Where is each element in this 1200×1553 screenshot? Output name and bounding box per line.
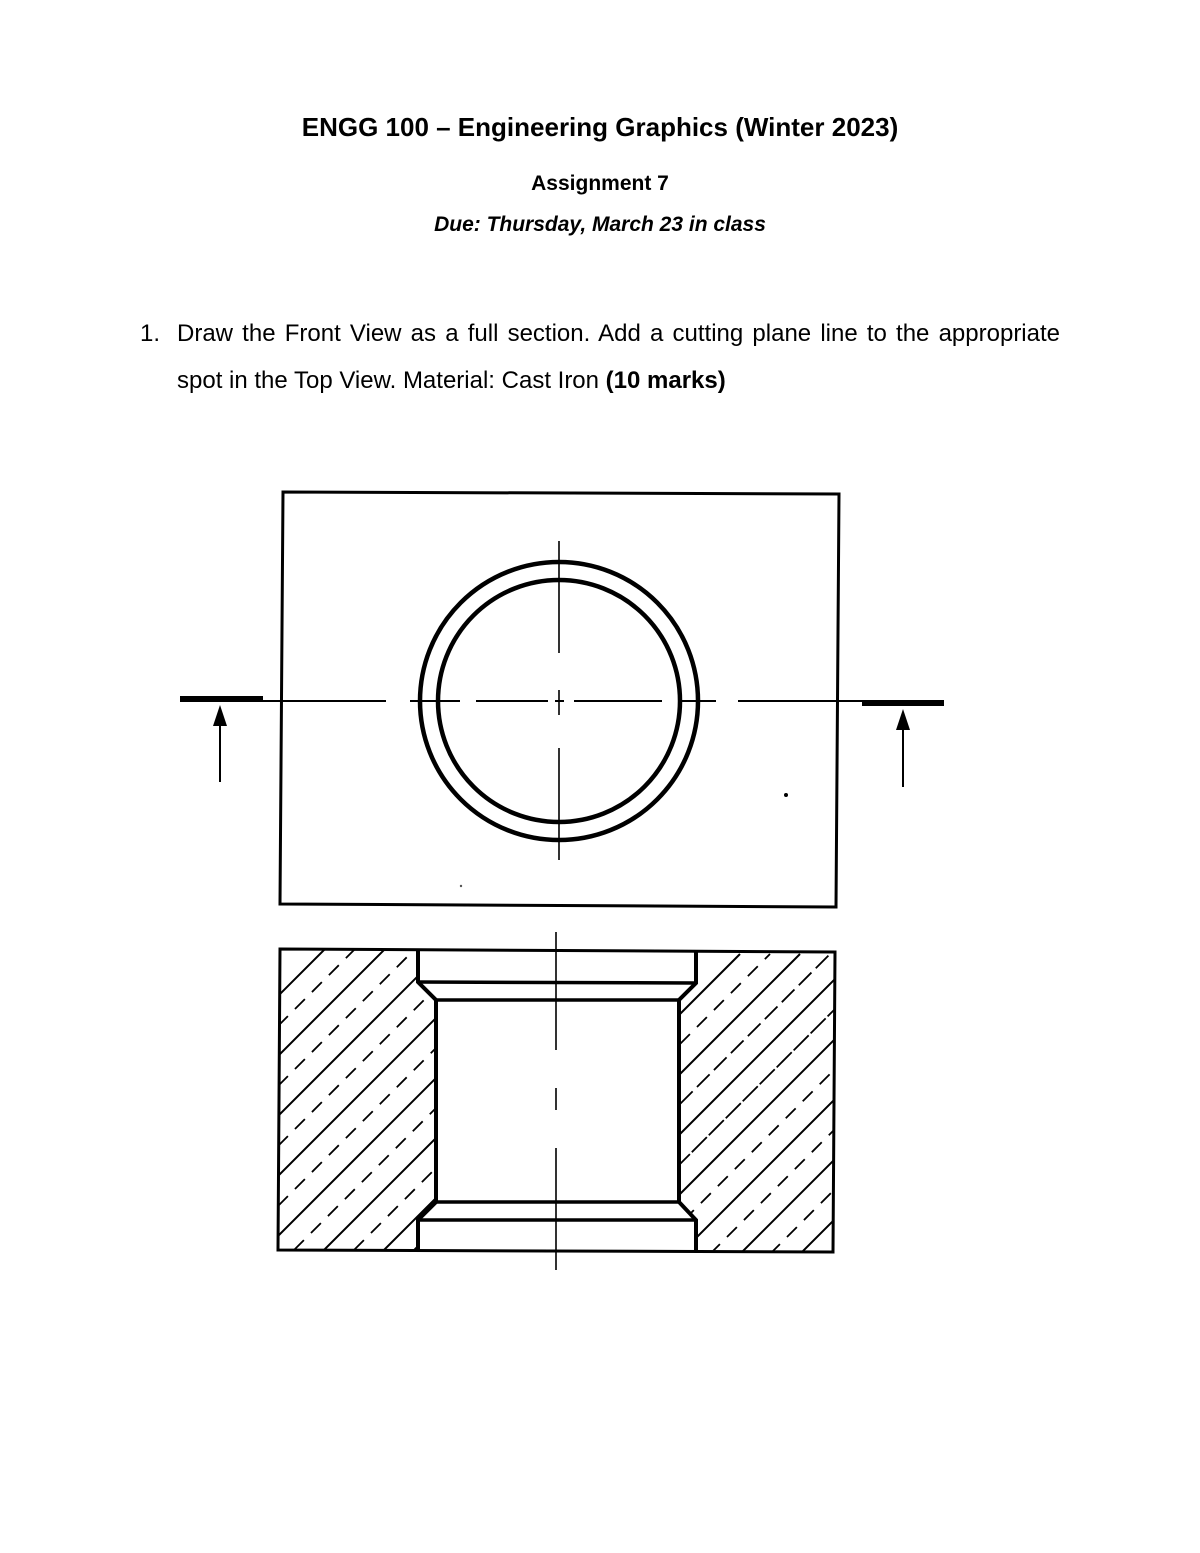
question-marks: (10 marks) bbox=[605, 367, 726, 394]
bore-right-profile bbox=[679, 950, 696, 1250]
due-date: Due: Thursday, March 23 in class bbox=[434, 213, 766, 236]
front-view bbox=[278, 932, 1100, 1270]
question-text: Draw the Front View as a full section. Add a cutting plane line to the appropriate spot in the Top View. Material: Cast Iron bbox=[177, 320, 1060, 394]
course-title: ENGG 100 – Engineering Graphics (Winter 2023) bbox=[301, 112, 899, 142]
question-number: 1. bbox=[140, 320, 161, 347]
top-view bbox=[180, 492, 944, 907]
bore-left-profile bbox=[418, 949, 436, 1250]
right-arrow-head bbox=[896, 709, 910, 730]
assignment-title: Assignment 7 bbox=[531, 172, 669, 195]
top-counterbore-line bbox=[418, 982, 696, 983]
left-arrow-head bbox=[213, 705, 227, 726]
